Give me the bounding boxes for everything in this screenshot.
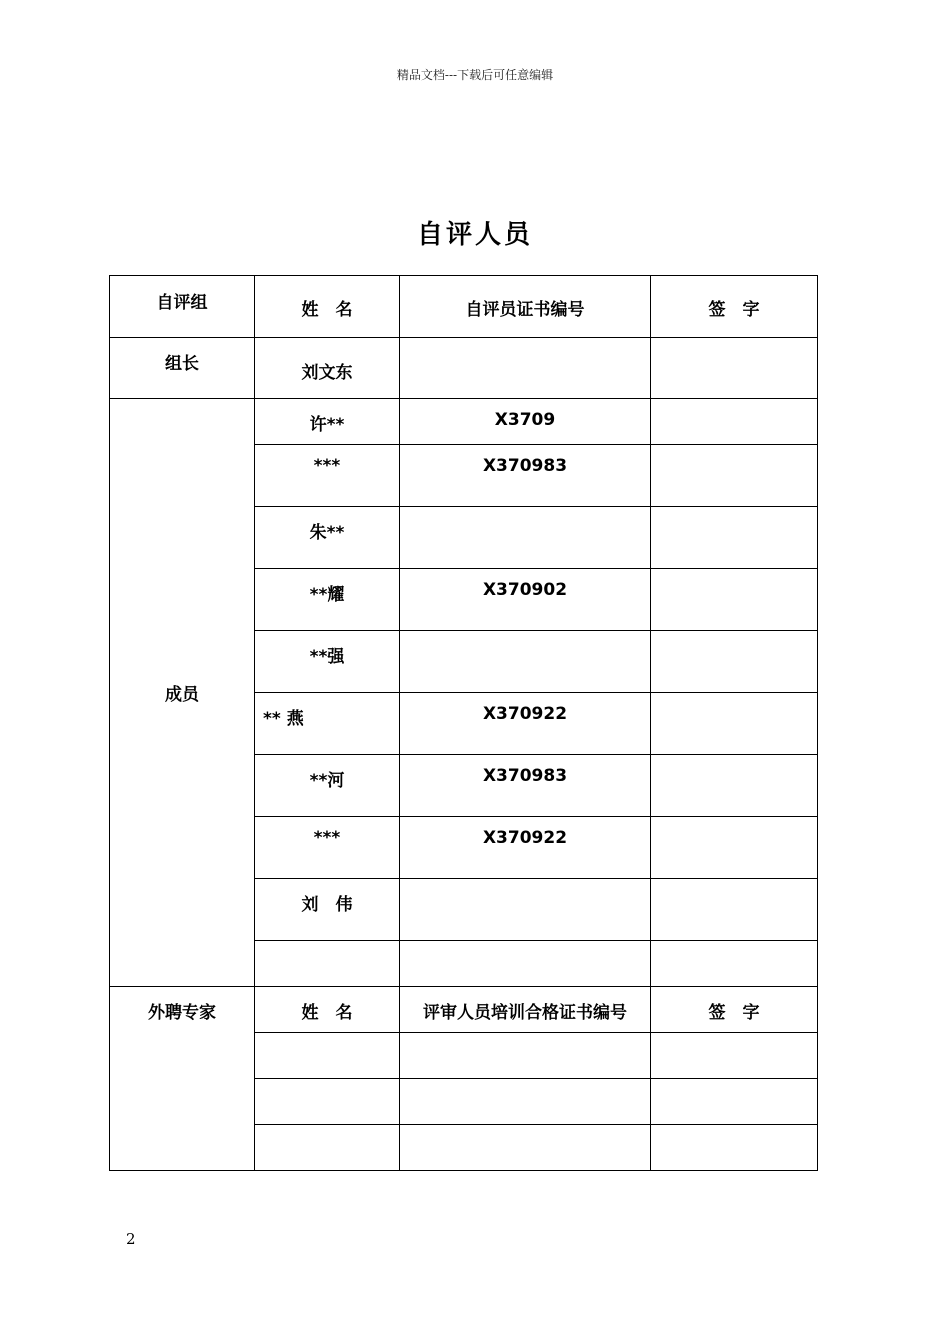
member-cert: X370902 [482,580,568,600]
table-header-row [110,276,818,338]
members-label-cell [110,399,255,987]
expert-sign-cell[interactable] [651,1125,818,1171]
page-title: 自评人员 [416,220,533,250]
member-cert: X370922 [482,704,568,724]
header-cert-cell [400,276,651,338]
member-cert [400,631,650,642]
expert-sign-cell[interactable] [651,1033,818,1079]
leader-label-cell [110,338,255,399]
member-cert: X370983 [482,456,568,476]
member-sign-cell[interactable] [651,755,818,817]
expert-name-cell [255,1125,400,1171]
member-sign [651,817,817,828]
member-cert-cell [400,693,651,755]
expert-sign [651,1033,817,1044]
expert-name [255,1079,399,1090]
member-cert: X370922 [482,828,568,848]
expert-cert-cell [400,1125,651,1171]
experts-cert-header-cell [400,987,651,1033]
member-name: **河 [309,771,345,791]
member-name-cell [255,693,400,755]
member-cert-cell [400,507,651,569]
member-cert-cell [400,941,651,987]
expert-cert-cell [400,1033,651,1079]
experts-label: 外聘专家 [148,1003,216,1023]
member-name-cell [255,879,400,941]
member-name-cell [255,817,400,879]
expert-name [255,1033,399,1044]
member-name: 朱** [309,523,345,543]
expert-name [255,1125,399,1136]
self-evaluation-table [109,275,818,1171]
member-sign [651,445,817,456]
member-sign [651,631,817,642]
page-header: 精品文档---下载后可任意编辑 [396,68,554,82]
member-sign [651,507,817,518]
expert-name-cell [255,1033,400,1079]
leader-sign [651,338,817,358]
member-name-cell [255,631,400,693]
experts-name-header: 姓 名 [301,1003,353,1023]
member-sign-cell[interactable] [651,569,818,631]
member-name: *** [313,456,341,476]
member-name-cell [255,755,400,817]
expert-sign-cell[interactable] [651,1079,818,1125]
expert-cert-cell [400,1079,651,1125]
experts-sign-header-cell [651,987,818,1033]
expert-cert [400,1079,650,1090]
header-name-cell [255,276,400,338]
leader-name: 刘文东 [301,363,353,383]
member-sign-cell[interactable] [651,817,818,879]
member-cert-cell [400,817,651,879]
member-cert: X3709 [494,410,556,430]
member-sign [651,941,817,952]
member-name-cell [255,507,400,569]
member-sign [651,399,817,410]
member-cert-cell [400,569,651,631]
leader-row [110,338,818,399]
header-group-cell [110,276,255,338]
leader-name-cell [255,338,400,399]
member-sign [651,693,817,704]
member-cert [400,507,650,518]
header-sign: 签 字 [708,300,760,320]
leader-label: 组长 [165,354,199,374]
leader-cert [400,338,650,358]
member-cert-cell [400,631,651,693]
header-group: 自评组 [156,293,208,313]
member-name: **耀 [309,585,345,605]
member-sign-cell[interactable] [651,693,818,755]
member-sign-cell[interactable] [651,879,818,941]
member-name-cell [255,445,400,507]
members-label: 成员 [165,685,199,705]
member-name-cell [255,941,400,987]
member-sign-cell[interactable] [651,631,818,693]
header-cert: 自评员证书编号 [465,300,585,320]
header-name: 姓 名 [301,300,353,320]
page-number: 2 [126,1230,136,1248]
member-name-cell [255,569,400,631]
member-sign-cell[interactable] [651,507,818,569]
member-name: ** 燕 [263,709,304,729]
member-cert-cell [400,399,651,445]
expert-cert [400,1125,650,1136]
member-name: **强 [309,647,345,667]
leader-cert-cell [400,338,651,399]
experts-name-header-cell [255,987,400,1033]
member-name: 刘 伟 [301,895,353,915]
member-row [110,399,818,445]
expert-sign [651,1079,817,1090]
member-sign-cell[interactable] [651,445,818,507]
leader-sign-cell[interactable] [651,338,818,399]
header-sign-cell [651,276,818,338]
member-name-cell [255,399,400,445]
member-sign [651,879,817,890]
member-cert [400,879,650,890]
member-sign-cell[interactable] [651,941,818,987]
experts-label-cell [110,987,255,1171]
member-cert-cell [400,755,651,817]
member-sign-cell[interactable] [651,399,818,445]
member-sign [651,569,817,580]
member-cert [400,941,650,952]
expert-sign [651,1125,817,1136]
member-name: *** [313,828,341,848]
expert-cert [400,1033,650,1044]
experts-header-row [110,987,818,1033]
experts-sign-header: 签 字 [708,1003,760,1023]
member-cert-cell [400,445,651,507]
member-sign [651,755,817,766]
member-name [255,941,399,952]
member-name: 许** [309,415,345,435]
experts-cert-header: 评审人员培训合格证书编号 [423,1003,627,1023]
expert-name-cell [255,1079,400,1125]
member-cert: X370983 [482,766,568,786]
member-cert-cell [400,879,651,941]
